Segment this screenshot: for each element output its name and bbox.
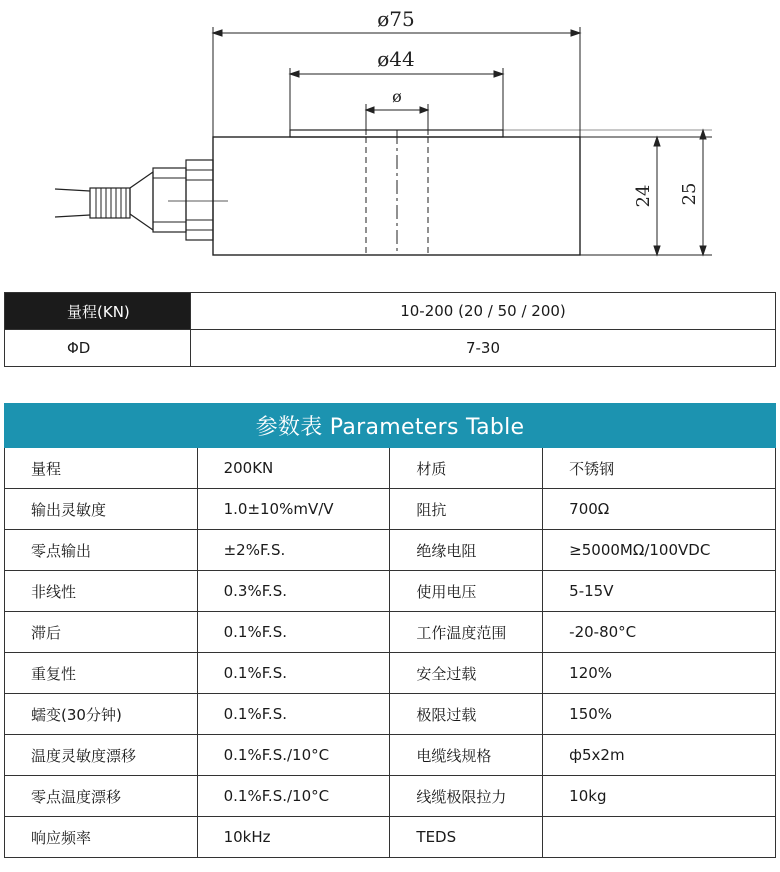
param-name-cell: 零点温度漂移 <box>5 776 198 817</box>
param-name-cell: 极限过载 <box>390 694 543 735</box>
param-name-cell: 重复性 <box>5 653 198 694</box>
table-row <box>5 489 776 530</box>
range-table <box>4 292 776 367</box>
param-value-cell: 150% <box>543 694 776 735</box>
table-row <box>5 694 776 735</box>
param-name-cell: 绝缘电阻 <box>390 530 543 571</box>
param-name-cell: 量程 <box>5 448 198 489</box>
param-value-cell: 0.1%F.S./10°C <box>197 735 390 776</box>
table-row <box>5 571 776 612</box>
cable <box>55 188 130 218</box>
param-value-cell: 不锈钢 <box>543 448 776 489</box>
param-value-cell: 0.1%F.S. <box>197 612 390 653</box>
dim-h1-label: 24 <box>633 184 654 208</box>
table-row <box>5 330 776 367</box>
table-row <box>5 653 776 694</box>
param-value-cell: 700Ω <box>543 489 776 530</box>
table-row <box>5 735 776 776</box>
table-row <box>5 612 776 653</box>
param-value-cell: 10kHz <box>197 817 390 858</box>
param-value-cell: ф5x2m <box>543 735 776 776</box>
sensor-dimension-drawing <box>0 0 780 280</box>
param-value-cell: 0.1%F.S./10°C <box>197 776 390 817</box>
param-value-cell <box>543 817 776 858</box>
table-row <box>5 817 776 858</box>
param-name-cell: 材质 <box>390 448 543 489</box>
param-name-cell: 蠕变(30分钟) <box>5 694 198 735</box>
param-name-cell: 工作温度范围 <box>390 612 543 653</box>
param-value-cell: 0.3%F.S. <box>197 571 390 612</box>
dim-top-label: ø44 <box>377 47 415 71</box>
param-name-cell: 输出灵敏度 <box>5 489 198 530</box>
table-row <box>5 293 776 330</box>
range-label: 量程(KN) <box>5 293 191 330</box>
param-value-cell: 0.1%F.S. <box>197 694 390 735</box>
param-name-cell: 安全过载 <box>390 653 543 694</box>
param-name-cell: TEDS <box>390 817 543 858</box>
param-name-cell: 响应频率 <box>5 817 198 858</box>
dim-h2-label: 25 <box>679 182 700 206</box>
param-name-cell: 电缆线规格 <box>390 735 543 776</box>
table-row <box>5 530 776 571</box>
parameters-table-title: 参数表 Parameters Table <box>5 404 776 448</box>
param-value-cell: 200KN <box>197 448 390 489</box>
param-name-cell: 阻抗 <box>390 489 543 530</box>
param-name-cell: 温度灵敏度漂移 <box>5 735 198 776</box>
param-value-cell: ≥5000MΩ/100VDC <box>543 530 776 571</box>
cable-gland <box>130 160 228 240</box>
param-value-cell: 5-15V <box>543 571 776 612</box>
param-name-cell: 滞后 <box>5 612 198 653</box>
table-row <box>5 448 776 489</box>
param-name-cell: 非线性 <box>5 571 198 612</box>
table-row <box>5 776 776 817</box>
param-value-cell: 1.0±10%mV/V <box>197 489 390 530</box>
dim-outer-label: ø75 <box>377 7 415 31</box>
param-name-cell: 线缆极限拉力 <box>390 776 543 817</box>
param-name-cell: 零点输出 <box>5 530 198 571</box>
param-name-cell: 使用电压 <box>390 571 543 612</box>
parameters-table <box>4 403 776 858</box>
diameter-value: 7-30 <box>191 330 776 367</box>
param-value-cell: 0.1%F.S. <box>197 653 390 694</box>
param-value-cell: 120% <box>543 653 776 694</box>
range-value: 10-200 (20 / 50 / 200) <box>191 293 776 330</box>
param-value-cell: ±2%F.S. <box>197 530 390 571</box>
param-value-cell: -20-80°C <box>543 612 776 653</box>
dim-hole-label: ø <box>392 87 402 106</box>
diameter-label: ΦD <box>5 330 191 367</box>
param-value-cell: 10kg <box>543 776 776 817</box>
